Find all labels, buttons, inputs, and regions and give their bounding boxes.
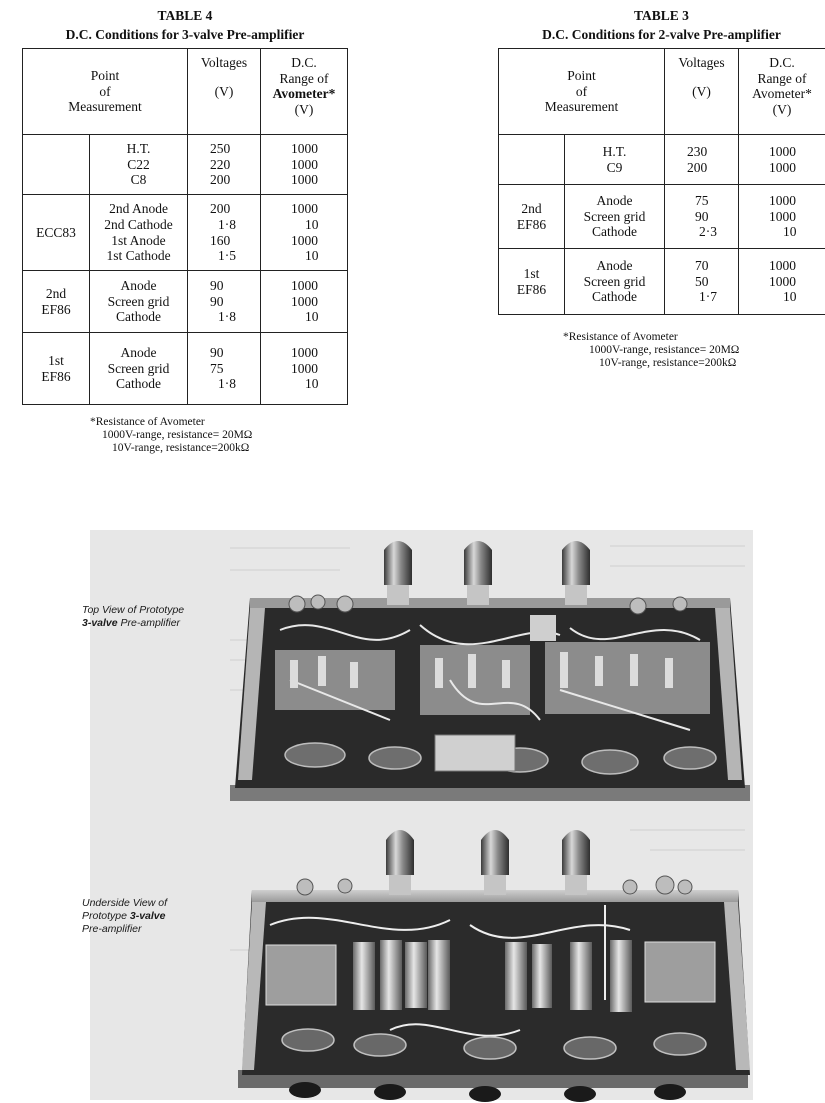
table-row [499, 135, 825, 185]
points-cell: Anode Screen grid Cathode [565, 185, 665, 249]
underside-view-caption: Underside View of Prototype 3-valve Pre-amplifier [82, 897, 168, 935]
ranges-cell: 1000 1000 1000 [261, 135, 348, 195]
points-cell: Anode Screen grid Cathode [90, 333, 188, 405]
table-3-subtitle: D.C. Conditions for 2-valve Pre-amplifier [542, 27, 781, 42]
voltages-cell: 90 90 1·8 [188, 271, 261, 333]
ranges-cell: 1000 10 1000 10 [261, 195, 348, 271]
table-row [23, 195, 348, 271]
prototype-photograph [82, 530, 753, 1100]
valve-cell [499, 135, 565, 185]
ranges-cell: 1000 1000 10 [261, 271, 348, 333]
valve-cell: 2nd EF86 [23, 271, 90, 333]
voltages-cell: 230 200 [665, 135, 739, 185]
valve-cell: 2nd EF86 [499, 185, 565, 249]
table-4-block [22, 6, 348, 405]
points-cell: 2nd Anode 2nd Cathode 1st Anode 1st Cathode [90, 195, 188, 271]
table-3-block [498, 6, 825, 315]
voltages-cell: 250 220 200 [188, 135, 261, 195]
table-4-subtitle: D.C. Conditions for 3-valve Pre-amplifier [65, 27, 305, 42]
voltages-cell: 70 50 1·7 [665, 249, 739, 315]
header-dc-range: D.C. Range of Avometer* (V) [261, 49, 348, 135]
table-4-title: TABLE 4 [157, 8, 213, 23]
table-row [23, 271, 348, 333]
points-cell: Anode Screen grid Cathode [565, 249, 665, 315]
valve-cell: 1st EF86 [23, 333, 90, 405]
table-row [23, 135, 348, 195]
valve-cell: 1st EF86 [499, 249, 565, 315]
header-point-of-measurement: Point of Measurement [499, 49, 665, 135]
voltages-cell: 200 1·8 160 1·5 [188, 195, 261, 271]
table-3-footnote: *Resistance of Avometer 1000V-range, resistance= 20MΩ 10V-range, resistance=200kΩ [563, 331, 740, 369]
header-voltages: Voltages (V) [188, 49, 261, 135]
voltages-cell: 75 90 2·3 [665, 185, 739, 249]
table-row [23, 333, 348, 405]
header-voltages: Voltages (V) [665, 49, 739, 135]
table-3-header-row [499, 49, 825, 135]
table-3-title: TABLE 3 [634, 8, 689, 23]
points-cell: H.T. C22 C8 [90, 135, 188, 195]
valve-cell: ECC83 [23, 195, 90, 271]
header-point-of-measurement: Point of Measurement [23, 49, 188, 135]
top-view-caption: Top View of Prototype 3-valve Pre-amplifier [82, 604, 185, 629]
table-4 [22, 48, 348, 405]
table-4-header-row [23, 49, 348, 135]
header-dc-range: D.C. Range of Avometer* (V) [739, 49, 825, 135]
valve-cell [23, 135, 90, 195]
ranges-cell: 1000 1000 10 [261, 333, 348, 405]
table-row [499, 185, 825, 249]
points-cell: H.T. C9 [565, 135, 665, 185]
points-cell: Anode Screen grid Cathode [90, 271, 188, 333]
voltages-cell: 90 75 1·8 [188, 333, 261, 405]
ranges-cell: 1000 1000 10 [739, 249, 825, 315]
ranges-cell: 1000 1000 10 [739, 185, 825, 249]
table-row [499, 249, 825, 315]
ranges-cell: 1000 1000 [739, 135, 825, 185]
table-4-footnote: *Resistance of Avometer 1000V-range, resistance= 20MΩ 10V-range, resistance=200kΩ [90, 416, 253, 454]
table-3 [498, 48, 825, 315]
chassis-photo-illustration [82, 530, 753, 1100]
